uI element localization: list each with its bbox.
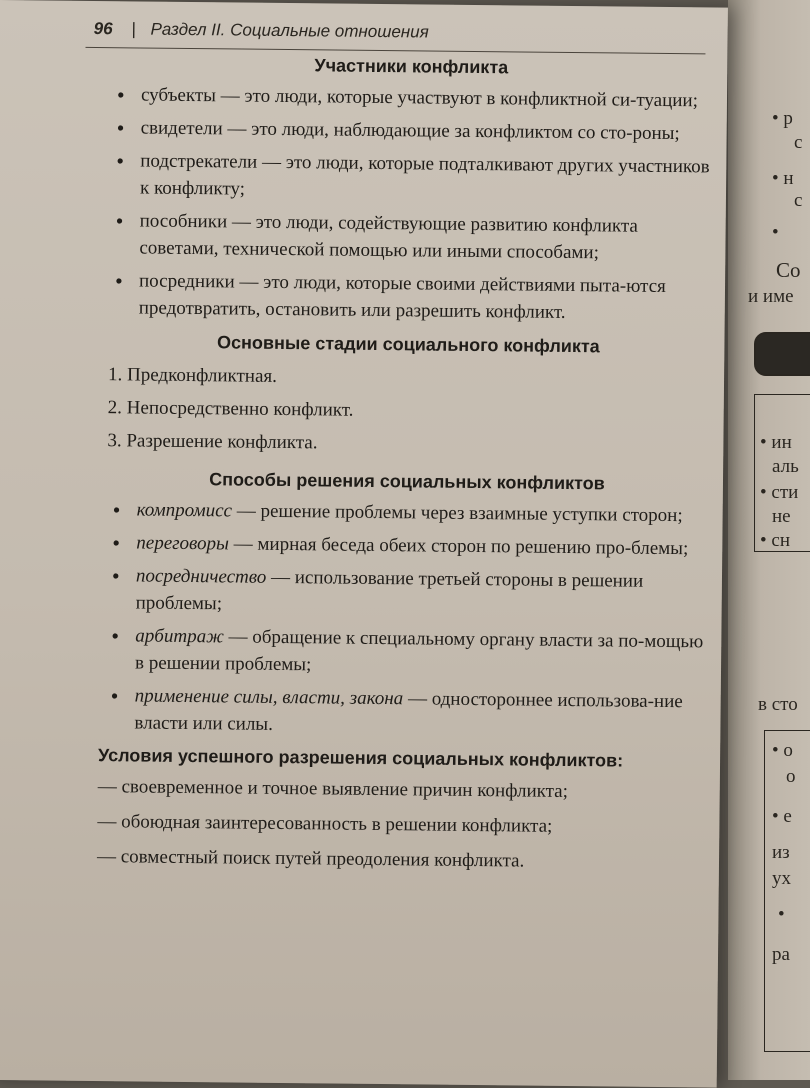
next-fragment: •	[778, 904, 785, 925]
method-term: применение силы, власти, закона	[134, 685, 404, 710]
next-fragment: аль	[772, 456, 799, 477]
page-number: 96	[93, 18, 113, 39]
method-text: — обращение к специальному органу власти за по-мощью в решении проблемы;	[134, 626, 704, 676]
condition-item: — обоюдная заинтересованность в решении конфликта;	[97, 811, 553, 837]
method-term: арбитраж	[135, 625, 224, 648]
participants-list	[109, 81, 711, 327]
stages-list	[107, 361, 708, 460]
list-item	[105, 622, 706, 682]
method-text: — использование третьей стороны в решении проблемы;	[135, 566, 644, 615]
next-fragment: и име	[748, 286, 794, 307]
list-item: 2. Непосредственно конфликт.	[107, 397, 354, 421]
next-fragment: из	[772, 842, 790, 863]
list-item	[106, 529, 706, 562]
list-item: • субъекты — это люди, которые участвуют в конфликтной си-туации;	[111, 81, 711, 114]
list-item: • посредники — это люди, которые своими действиями пыта-ются предотвратить, остановить или разрешить конфликт.	[109, 267, 710, 327]
condition-item: — совместный поиск путей преодоления конфликта.	[96, 846, 525, 872]
next-fragment: с	[794, 190, 803, 211]
list-item: 3. Разрешение конфликта.	[107, 430, 318, 454]
method-term: посредничество	[135, 565, 267, 588]
method-text: — решение проблемы через взаимные уступки сторон;	[231, 500, 683, 527]
next-fragment: • сти	[760, 482, 799, 503]
page-content	[96, 49, 712, 884]
next-page-fragments	[728, 0, 810, 1080]
next-fragment: •	[772, 222, 779, 243]
next-fragment: • н	[772, 168, 794, 189]
next-fragment: не	[772, 506, 791, 527]
method-term: компромисс	[136, 499, 233, 522]
next-fragment: • е	[772, 806, 792, 827]
next-fragment: • о	[772, 740, 793, 761]
list-item	[106, 562, 707, 622]
list-item: • свидетели — это люди, наблюдающие за конфликтом со сто-роны;	[111, 114, 711, 147]
next-fragment: ух	[772, 868, 791, 889]
methods-list	[104, 496, 706, 742]
list-item: • подстрекатели — это люди, которые подталкивают других участников к конфликту;	[110, 147, 711, 207]
section-title: Раздел II. Социальные отношения	[150, 19, 429, 42]
next-fragment: в сто	[758, 694, 798, 715]
next-page-edge	[728, 0, 810, 1080]
method-text: — мирная беседа обеих сторон по решению про-блемы;	[228, 533, 689, 560]
header-separator: |	[131, 19, 136, 39]
list-item	[104, 682, 705, 742]
running-header	[94, 19, 694, 51]
participants-heading: Участники конфликта	[314, 55, 509, 78]
next-fragment: о	[786, 766, 796, 787]
list-item	[107, 496, 707, 529]
next-page-box-dark	[754, 332, 810, 376]
next-fragment: • сн	[760, 530, 791, 551]
next-fragment: • р	[772, 108, 793, 129]
method-text: — одностороннее использова-ние власти или силы.	[134, 688, 683, 735]
method-term: переговоры	[136, 532, 230, 555]
stages-heading: Основные стадии социального конфликта	[216, 332, 600, 357]
conditions-heading: Условия успешного разрешения социальных конфликтов:	[97, 745, 624, 771]
next-fragment: • ин	[760, 432, 792, 453]
condition-item: — своевременное и точное выявление причин конфликта;	[97, 776, 569, 802]
methods-heading: Способы решения социальных конфликтов	[209, 469, 605, 494]
next-fragment: ра	[772, 944, 790, 965]
list-item: • пособники — это люди, содействующие развитию конфликта советами, технической помощью или иными способами;	[109, 207, 710, 267]
list-item: 1. Предконфликтная.	[107, 364, 278, 387]
next-fragment: с	[794, 132, 803, 153]
next-fragment: Со	[776, 258, 801, 282]
